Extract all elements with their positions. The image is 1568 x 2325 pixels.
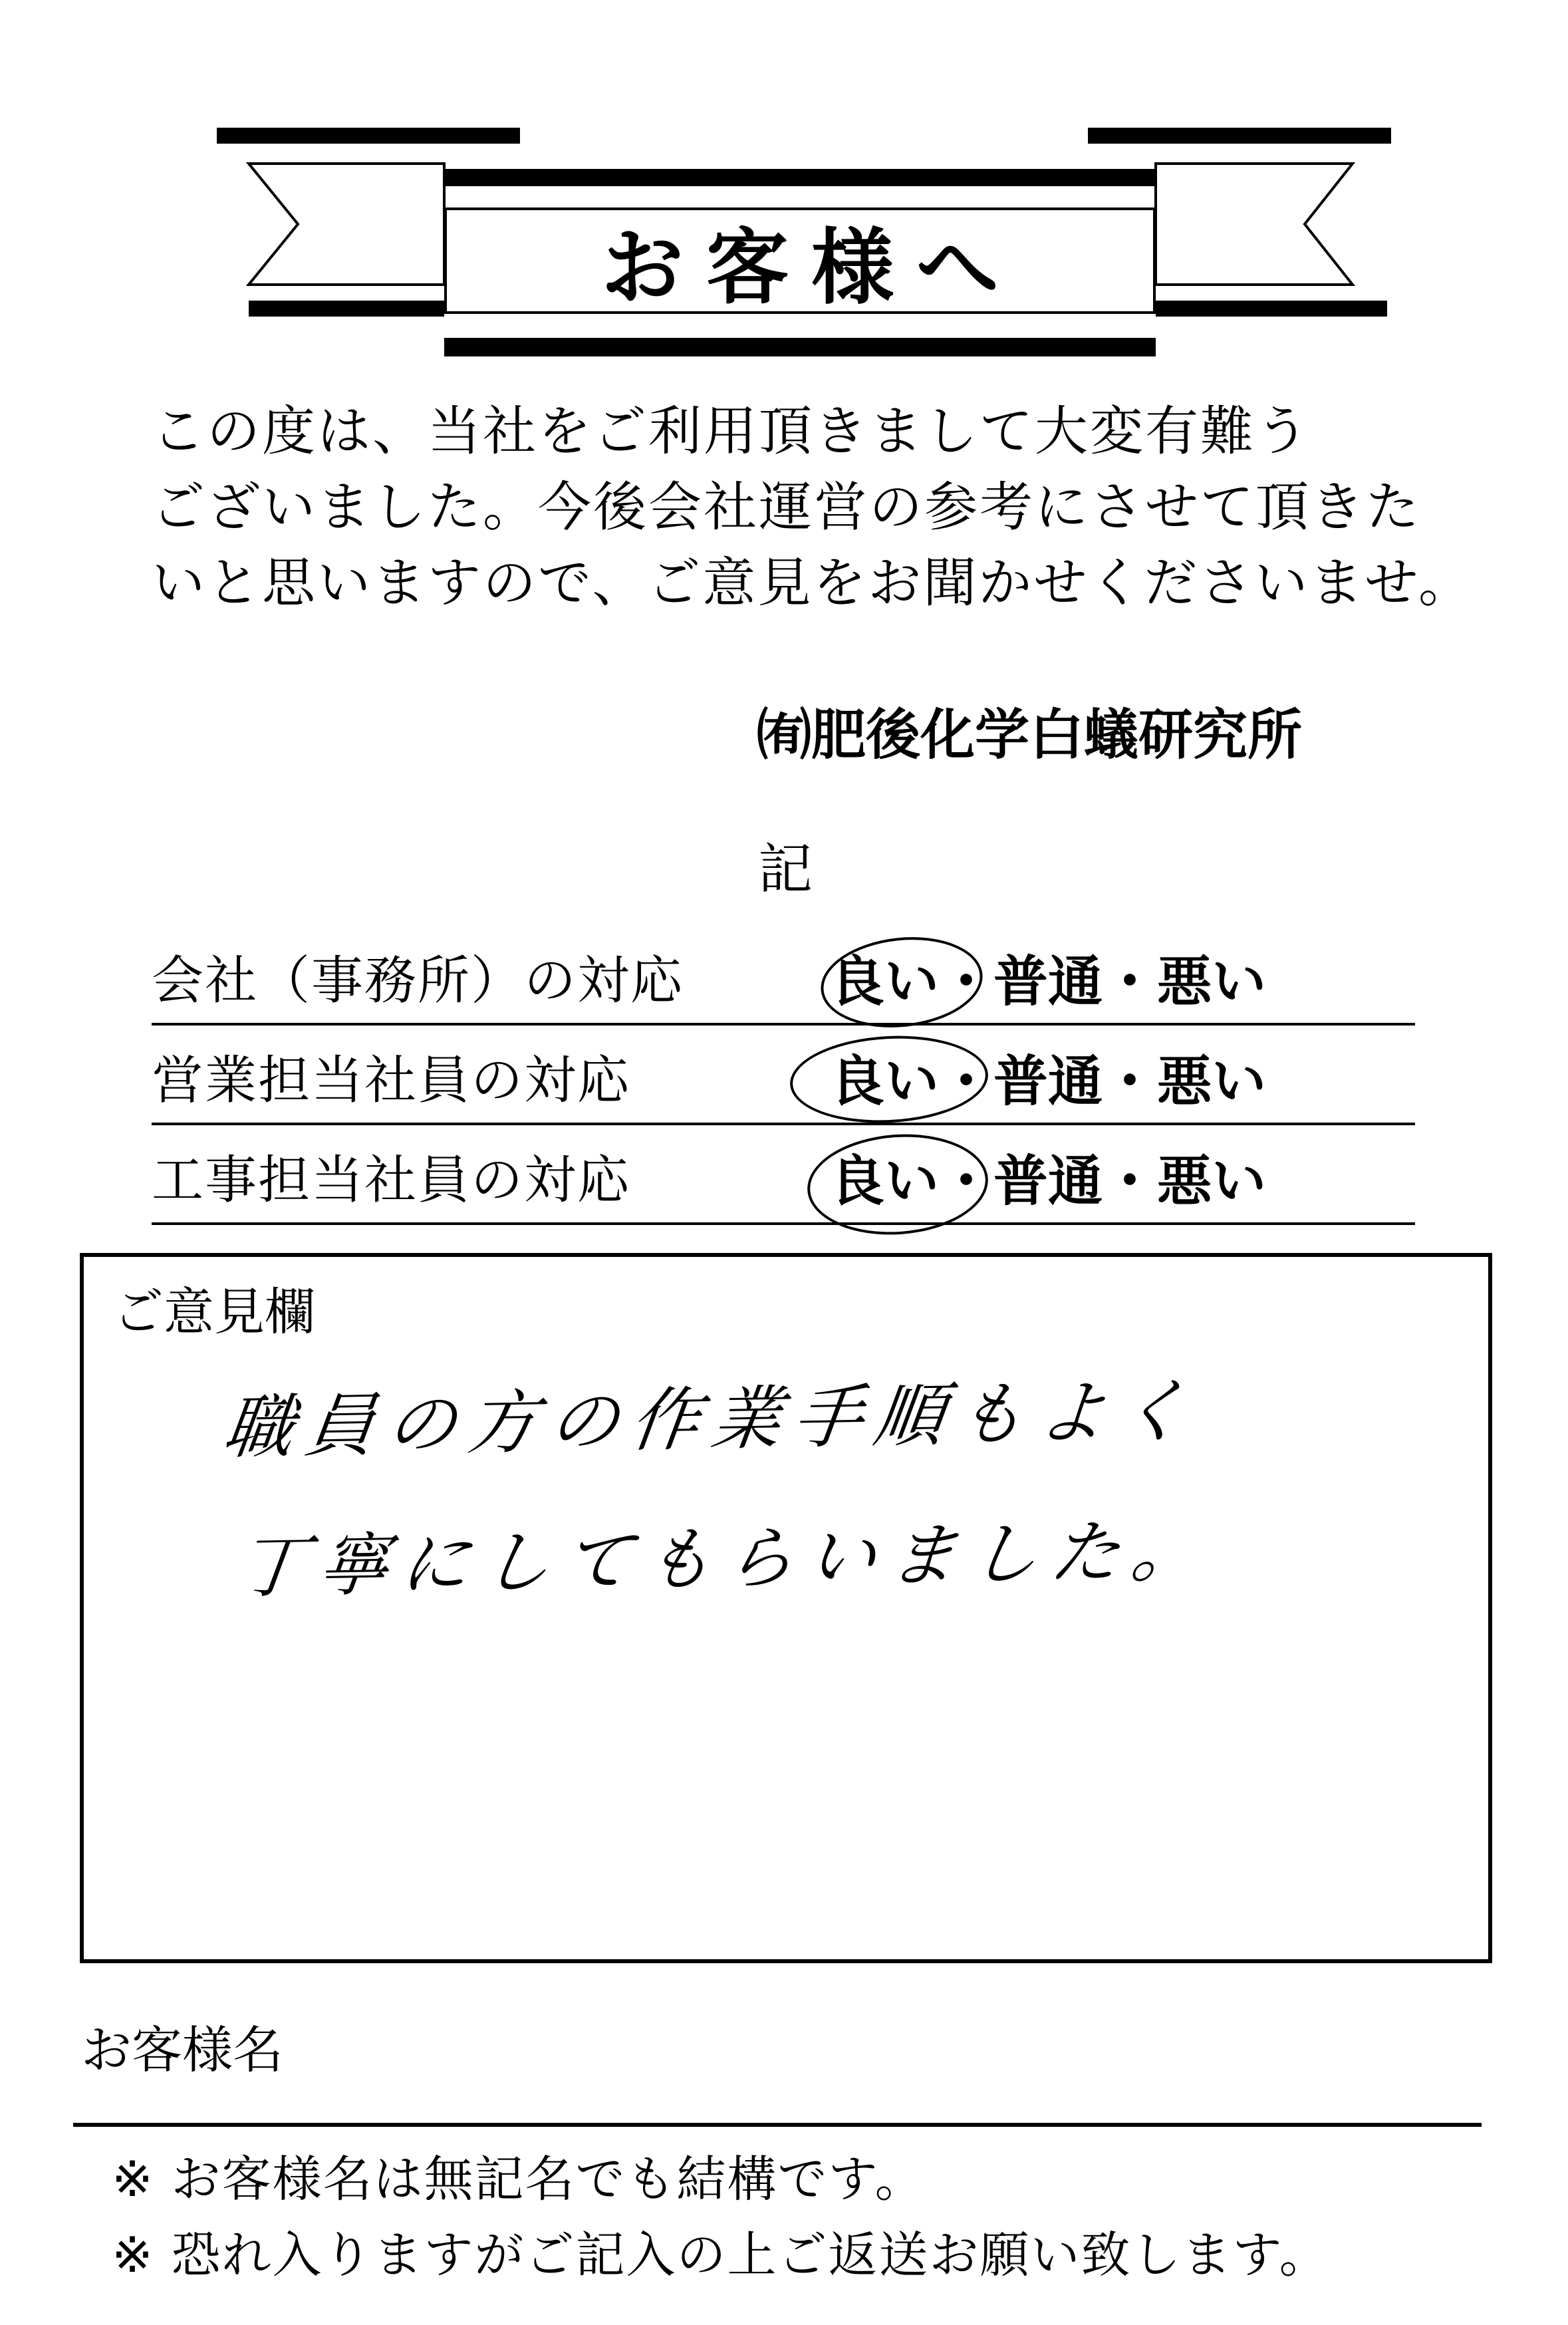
option-normal[interactable]: 普通	[993, 950, 1103, 1014]
option-bad[interactable]: 悪い	[1157, 1050, 1267, 1113]
footer-notes	[112, 2141, 1330, 2293]
option-normal[interactable]: 普通	[993, 1050, 1103, 1113]
ribbon-tail-left	[249, 164, 444, 285]
handwritten-comment-line: 職員の方の作業手順もよく	[219, 1370, 1206, 1468]
option-separator: ・	[1103, 950, 1158, 1014]
note-line: ※ 恐れ入りますがご記入の上ご返送お願い致します。	[112, 2227, 1330, 2284]
ribbon-bar-top-left	[217, 128, 520, 144]
note-line: ※ お客様名は無記名でも結構です。	[112, 2151, 926, 2208]
rating-row-construction	[152, 1125, 1415, 1225]
option-separator: ・	[939, 1050, 994, 1113]
comment-label: ご意見欄	[113, 1282, 315, 1341]
company-name: ㈲肥後化学白蟻研究所	[757, 704, 1303, 767]
option-separator: ・	[1103, 1050, 1158, 1113]
section-mark: 記	[758, 838, 813, 901]
intro-line: この度は、当社をご利用頂きまして大変有難う	[152, 400, 1311, 462]
intro-paragraph	[152, 394, 1474, 621]
row-divider	[152, 1222, 1415, 1225]
option-separator: ・	[1103, 1150, 1158, 1213]
customer-name-line[interactable]	[73, 2123, 1482, 2127]
rating-label: 工事担当社員の対応	[152, 1151, 631, 1210]
option-bad[interactable]: 悪い	[1157, 950, 1267, 1014]
ribbon-tail-right	[1156, 164, 1353, 285]
rating-row-office	[152, 926, 1415, 1026]
ribbon-bar-top-right	[1088, 128, 1391, 144]
option-good[interactable]: 良い	[830, 1050, 940, 1113]
ribbon-bar-bottom-right	[1156, 301, 1387, 317]
ribbon-bar-bottom-center	[444, 338, 1156, 356]
ribbon-bar-top-center	[444, 169, 1156, 186]
option-good[interactable]: 良い	[830, 1150, 940, 1213]
title-box	[444, 207, 1156, 314]
intro-line: ございました。今後会社運営の参考にさせて頂きた	[152, 476, 1421, 538]
option-normal[interactable]: 普通	[993, 1150, 1103, 1213]
option-good[interactable]: 良い	[830, 950, 940, 1014]
rating-label: 会社（事務所）の対応	[152, 951, 684, 1011]
rating-row-sales	[152, 1026, 1415, 1125]
option-bad[interactable]: 悪い	[1157, 1150, 1267, 1213]
handwritten-comment-line: 丁寧にしてもらいました。	[232, 1510, 1219, 1608]
customer-name-label: お客様名	[81, 2020, 283, 2080]
intro-line: いと思いますので、ご意見をお聞かせくださいませ。	[152, 552, 1474, 614]
option-separator: ・	[939, 1150, 994, 1213]
rating-label: 営業担当社員の対応	[152, 1051, 631, 1111]
option-separator: ・	[939, 950, 994, 1014]
page-title: お客様へ	[600, 219, 1021, 316]
ribbon-bar-bottom-left	[249, 301, 444, 317]
